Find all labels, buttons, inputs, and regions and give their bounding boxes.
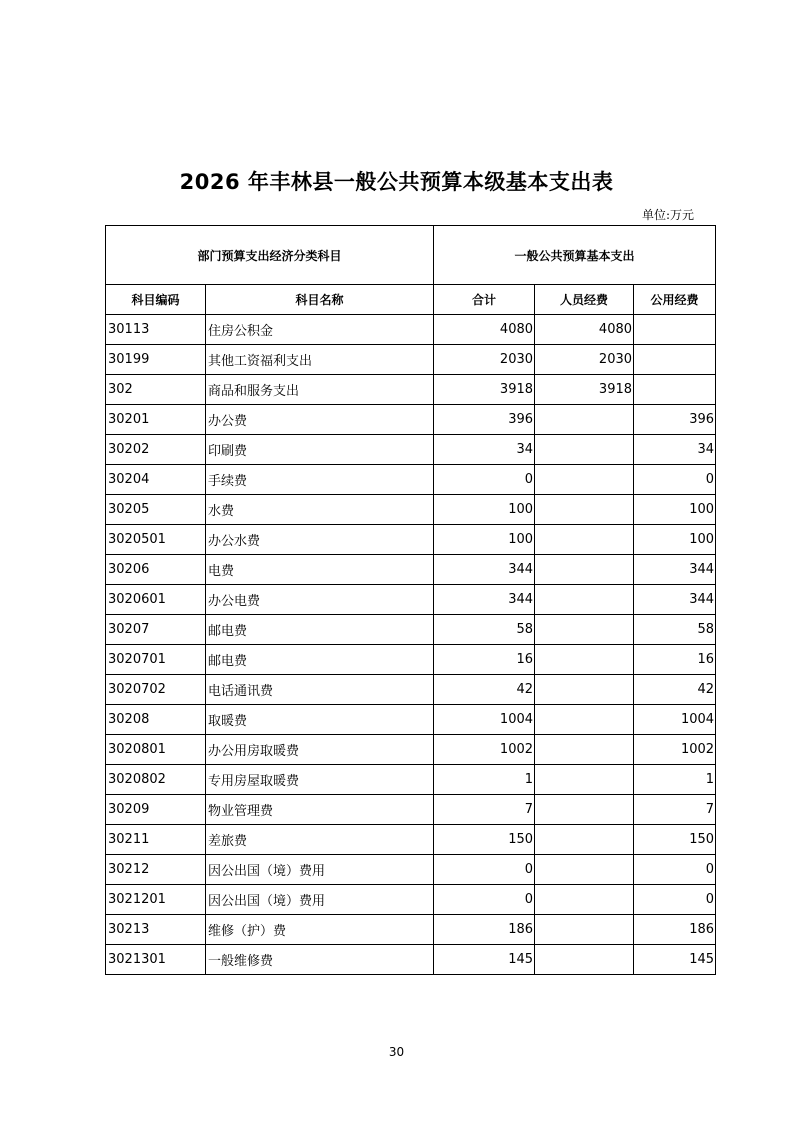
table-row	[106, 495, 716, 525]
cell-code: 30212	[106, 855, 206, 885]
table-row	[106, 315, 716, 345]
cell-code: 30208	[106, 705, 206, 735]
cell-personnel	[535, 915, 634, 945]
cell-name: 商品和服务支出	[206, 375, 434, 405]
cell-public: 1	[634, 765, 716, 795]
cell-total: 0	[434, 465, 535, 495]
cell-personnel	[535, 405, 634, 435]
cell-personnel	[535, 705, 634, 735]
table-row	[106, 795, 716, 825]
table-row	[106, 825, 716, 855]
cell-personnel	[535, 435, 634, 465]
cell-name: 邮电费	[206, 615, 434, 645]
cell-code: 302	[106, 375, 206, 405]
table-group-header-row	[106, 226, 716, 285]
cell-public: 1004	[634, 705, 716, 735]
table-row	[106, 345, 716, 375]
cell-name: 电费	[206, 555, 434, 585]
cell-code: 3020702	[106, 675, 206, 705]
column-header-total: 合计	[434, 285, 535, 315]
cell-name: 因公出国（境）费用	[206, 885, 434, 915]
cell-public: 34	[634, 435, 716, 465]
cell-public	[634, 315, 716, 345]
cell-code: 3021301	[106, 945, 206, 975]
group-header-basic-expenditure: 一般公共预算基本支出	[434, 226, 716, 285]
column-header-public: 公用经费	[634, 285, 716, 315]
cell-name: 邮电费	[206, 645, 434, 675]
cell-public: 0	[634, 465, 716, 495]
table-row	[106, 435, 716, 465]
cell-total: 2030	[434, 345, 535, 375]
cell-code: 3020501	[106, 525, 206, 555]
cell-personnel	[535, 495, 634, 525]
cell-total: 1004	[434, 705, 535, 735]
cell-code: 30211	[106, 825, 206, 855]
cell-code: 3021201	[106, 885, 206, 915]
cell-total: 3918	[434, 375, 535, 405]
cell-total: 7	[434, 795, 535, 825]
cell-public: 1002	[634, 735, 716, 765]
cell-personnel	[535, 525, 634, 555]
cell-total: 4080	[434, 315, 535, 345]
cell-public: 344	[634, 555, 716, 585]
cell-public: 186	[634, 915, 716, 945]
cell-personnel	[535, 555, 634, 585]
unit-label: 单位:万元	[641, 208, 694, 222]
page-title: 2026 年丰林县一般公共预算本级基本支出表	[179, 170, 614, 194]
cell-total: 186	[434, 915, 535, 945]
cell-name: 一般维修费	[206, 945, 434, 975]
cell-code: 30209	[106, 795, 206, 825]
cell-name: 办公电费	[206, 585, 434, 615]
cell-code: 30199	[106, 345, 206, 375]
cell-personnel: 4080	[535, 315, 634, 345]
cell-total: 145	[434, 945, 535, 975]
cell-total: 344	[434, 555, 535, 585]
cell-personnel	[535, 465, 634, 495]
cell-personnel	[535, 825, 634, 855]
cell-name: 办公费	[206, 405, 434, 435]
cell-personnel: 3918	[535, 375, 634, 405]
table-row	[106, 885, 716, 915]
cell-code: 3020701	[106, 645, 206, 675]
table-row	[106, 645, 716, 675]
page-number: 30	[388, 1045, 405, 1059]
cell-code: 3020601	[106, 585, 206, 615]
cell-total: 58	[434, 615, 535, 645]
table-body	[106, 315, 716, 975]
table-row	[106, 525, 716, 555]
cell-code: 30204	[106, 465, 206, 495]
cell-total: 16	[434, 645, 535, 675]
cell-code: 30113	[106, 315, 206, 345]
cell-public: 58	[634, 615, 716, 645]
cell-name: 其他工资福利支出	[206, 345, 434, 375]
table-row	[106, 945, 716, 975]
cell-public	[634, 345, 716, 375]
table-row	[106, 615, 716, 645]
cell-personnel	[535, 615, 634, 645]
cell-personnel	[535, 675, 634, 705]
table-row	[106, 915, 716, 945]
cell-total: 0	[434, 855, 535, 885]
cell-personnel	[535, 945, 634, 975]
table-row	[106, 735, 716, 765]
cell-public: 0	[634, 855, 716, 885]
cell-public: 16	[634, 645, 716, 675]
cell-name: 差旅费	[206, 825, 434, 855]
cell-code: 30213	[106, 915, 206, 945]
table-column-header-row	[106, 285, 716, 315]
cell-name: 水费	[206, 495, 434, 525]
cell-code: 30207	[106, 615, 206, 645]
column-header-personnel: 人员经费	[535, 285, 634, 315]
cell-total: 1	[434, 765, 535, 795]
table-row	[106, 405, 716, 435]
column-header-code: 科目编码	[106, 285, 206, 315]
cell-total: 344	[434, 585, 535, 615]
table-row	[106, 855, 716, 885]
cell-total: 1002	[434, 735, 535, 765]
cell-public: 0	[634, 885, 716, 915]
cell-name: 因公出国（境）费用	[206, 855, 434, 885]
cell-total: 34	[434, 435, 535, 465]
cell-name: 住房公积金	[206, 315, 434, 345]
table-row	[106, 585, 716, 615]
cell-personnel	[535, 765, 634, 795]
cell-name: 取暖费	[206, 705, 434, 735]
cell-personnel	[535, 585, 634, 615]
cell-code: 30205	[106, 495, 206, 525]
cell-public: 100	[634, 495, 716, 525]
cell-name: 办公水费	[206, 525, 434, 555]
cell-public: 396	[634, 405, 716, 435]
cell-public: 100	[634, 525, 716, 555]
cell-public: 150	[634, 825, 716, 855]
table-row	[106, 465, 716, 495]
cell-name: 电话通讯费	[206, 675, 434, 705]
table-row	[106, 675, 716, 705]
cell-total: 42	[434, 675, 535, 705]
cell-total: 100	[434, 525, 535, 555]
cell-public	[634, 375, 716, 405]
cell-public: 42	[634, 675, 716, 705]
cell-code: 30202	[106, 435, 206, 465]
cell-name: 印刷费	[206, 435, 434, 465]
cell-public: 7	[634, 795, 716, 825]
table-row	[106, 705, 716, 735]
cell-total: 0	[434, 885, 535, 915]
cell-total: 396	[434, 405, 535, 435]
cell-name: 办公用房取暖费	[206, 735, 434, 765]
cell-personnel	[535, 855, 634, 885]
cell-total: 150	[434, 825, 535, 855]
table-row	[106, 375, 716, 405]
cell-name: 专用房屋取暖费	[206, 765, 434, 795]
cell-code: 3020801	[106, 735, 206, 765]
cell-total: 100	[434, 495, 535, 525]
cell-personnel	[535, 885, 634, 915]
group-header-classification: 部门预算支出经济分类科目	[106, 226, 434, 285]
cell-name: 手续费	[206, 465, 434, 495]
cell-personnel	[535, 795, 634, 825]
cell-personnel	[535, 645, 634, 675]
table-row	[106, 765, 716, 795]
table-row	[106, 555, 716, 585]
cell-public: 145	[634, 945, 716, 975]
column-header-name: 科目名称	[206, 285, 434, 315]
budget-table	[105, 225, 716, 975]
cell-name: 维修（护）费	[206, 915, 434, 945]
cell-personnel: 2030	[535, 345, 634, 375]
cell-name: 物业管理费	[206, 795, 434, 825]
cell-code: 30206	[106, 555, 206, 585]
cell-personnel	[535, 735, 634, 765]
cell-code: 3020802	[106, 765, 206, 795]
cell-public: 344	[634, 585, 716, 615]
cell-code: 30201	[106, 405, 206, 435]
